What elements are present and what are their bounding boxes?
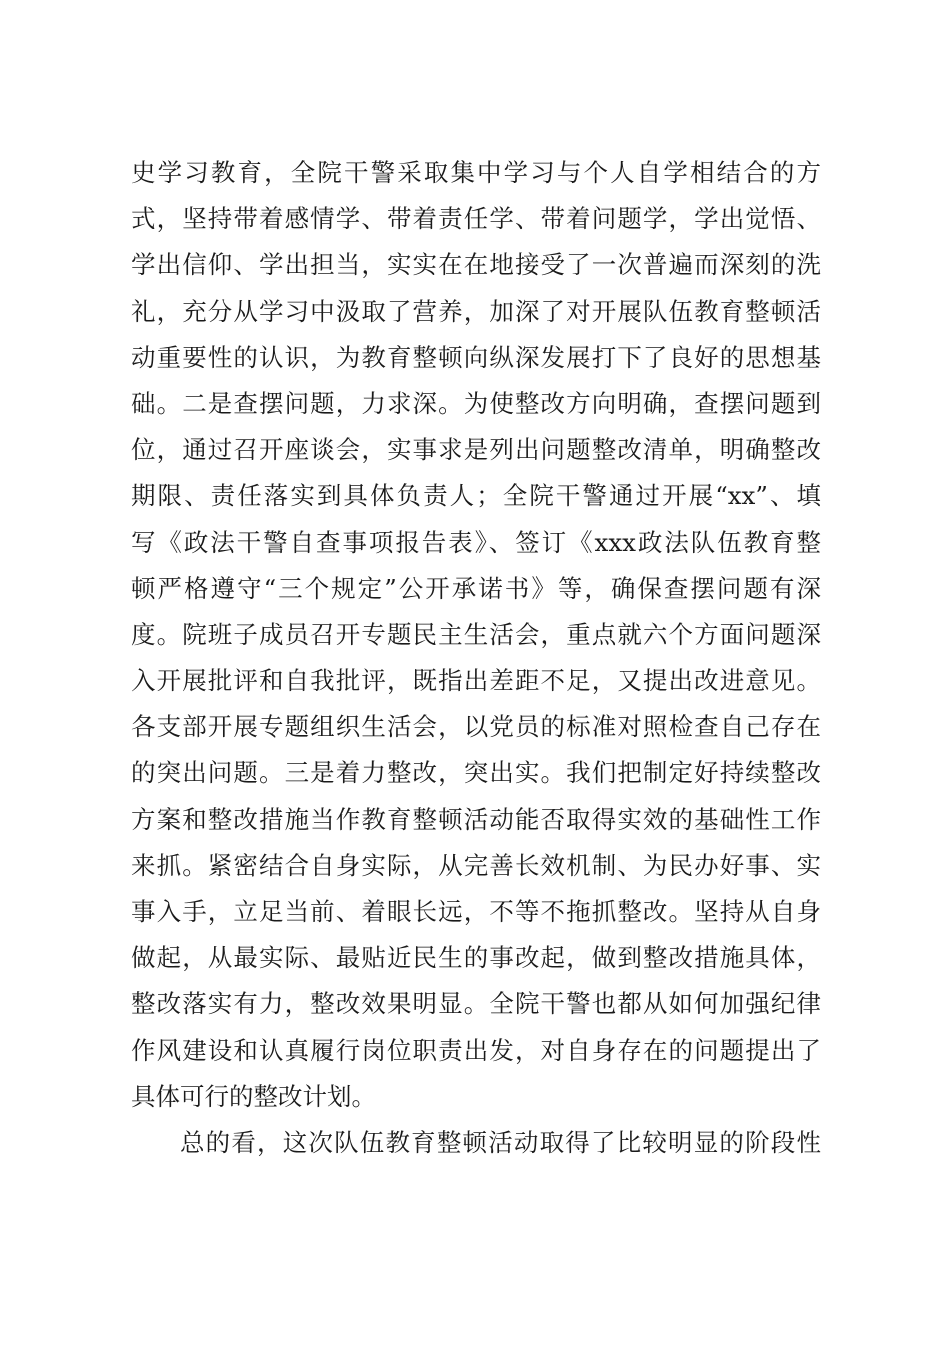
text-line: 总的看，这次队伍教育整顿活动取得了比较明显的阶段性 [180, 1127, 821, 1157]
text-line: 各支部开展专题组织生活会，以党员的标准对照检查自己存在 [131, 712, 821, 742]
text-line: 顿严格遵守“三个规定”公开承诺书》等，确保查摆问题有深 [131, 573, 821, 603]
text-line: 礼，充分从学习中汲取了营养，加深了对开展队伍教育整顿活 [131, 296, 821, 326]
text-line: 学出信仰、学出担当，实实在在地接受了一次普遍而深刻的洗 [131, 250, 821, 280]
paragraph-2 [131, 1120, 821, 1166]
text-line: 来抓。紧密结合自身实际，从完善长效机制、为民办好事、实 [131, 850, 821, 880]
text-line: 史学习教育，全院干警采取集中学习与个人自学相结合的方 [131, 158, 821, 187]
text-line: 作风建设和认真履行岗位职责出发，对自身存在的问题提出了 [131, 1035, 821, 1065]
text-line: 方案和整改措施当作教育整顿活动能否取得实效的基础性工作 [131, 804, 821, 834]
text-line: 度。院班子成员召开专题民主生活会，重点就六个方面问题深 [131, 619, 821, 649]
text-line: 期限、责任落实到具体负责人；全院干警通过开展“xx”、填 [131, 481, 821, 511]
text-line: 整改落实有力，整改效果明显。全院干警也都从如何加强纪律 [131, 989, 821, 1019]
text-line: 动重要性的认识，为教育整顿向纵深发展打下了良好的思想基 [131, 342, 821, 372]
text-line: 础。二是查摆问题，力求深。为使整改方向明确，查摆问题到 [131, 388, 821, 418]
text-line: 的突出问题。三是着力整改，突出实。我们把制定好持续整改 [131, 758, 821, 788]
document-body [131, 150, 821, 1166]
text-line: 具体可行的整改计划。 [131, 1081, 376, 1111]
text-line: 式，坚持带着感情学、带着责任学、带着问题学，学出觉悟、 [131, 204, 821, 234]
text-line: 写《政法干警自查事项报告表》、签订《xxx政法队伍教育整 [131, 527, 821, 557]
text-line: 做起，从最实际、最贴近民生的事改起，做到整改措施具体， [131, 943, 821, 973]
text-line: 事入手，立足当前、着眼长远，不等不拖抓整改。坚持从自身 [131, 897, 821, 926]
paragraph-1 [131, 150, 821, 1120]
text-line: 入开展批评和自我批评，既指出差距不足，又提出改进意见。 [131, 666, 821, 696]
text-line: 位，通过召开座谈会，实事求是列出问题整改清单，明确整改 [131, 435, 821, 465]
